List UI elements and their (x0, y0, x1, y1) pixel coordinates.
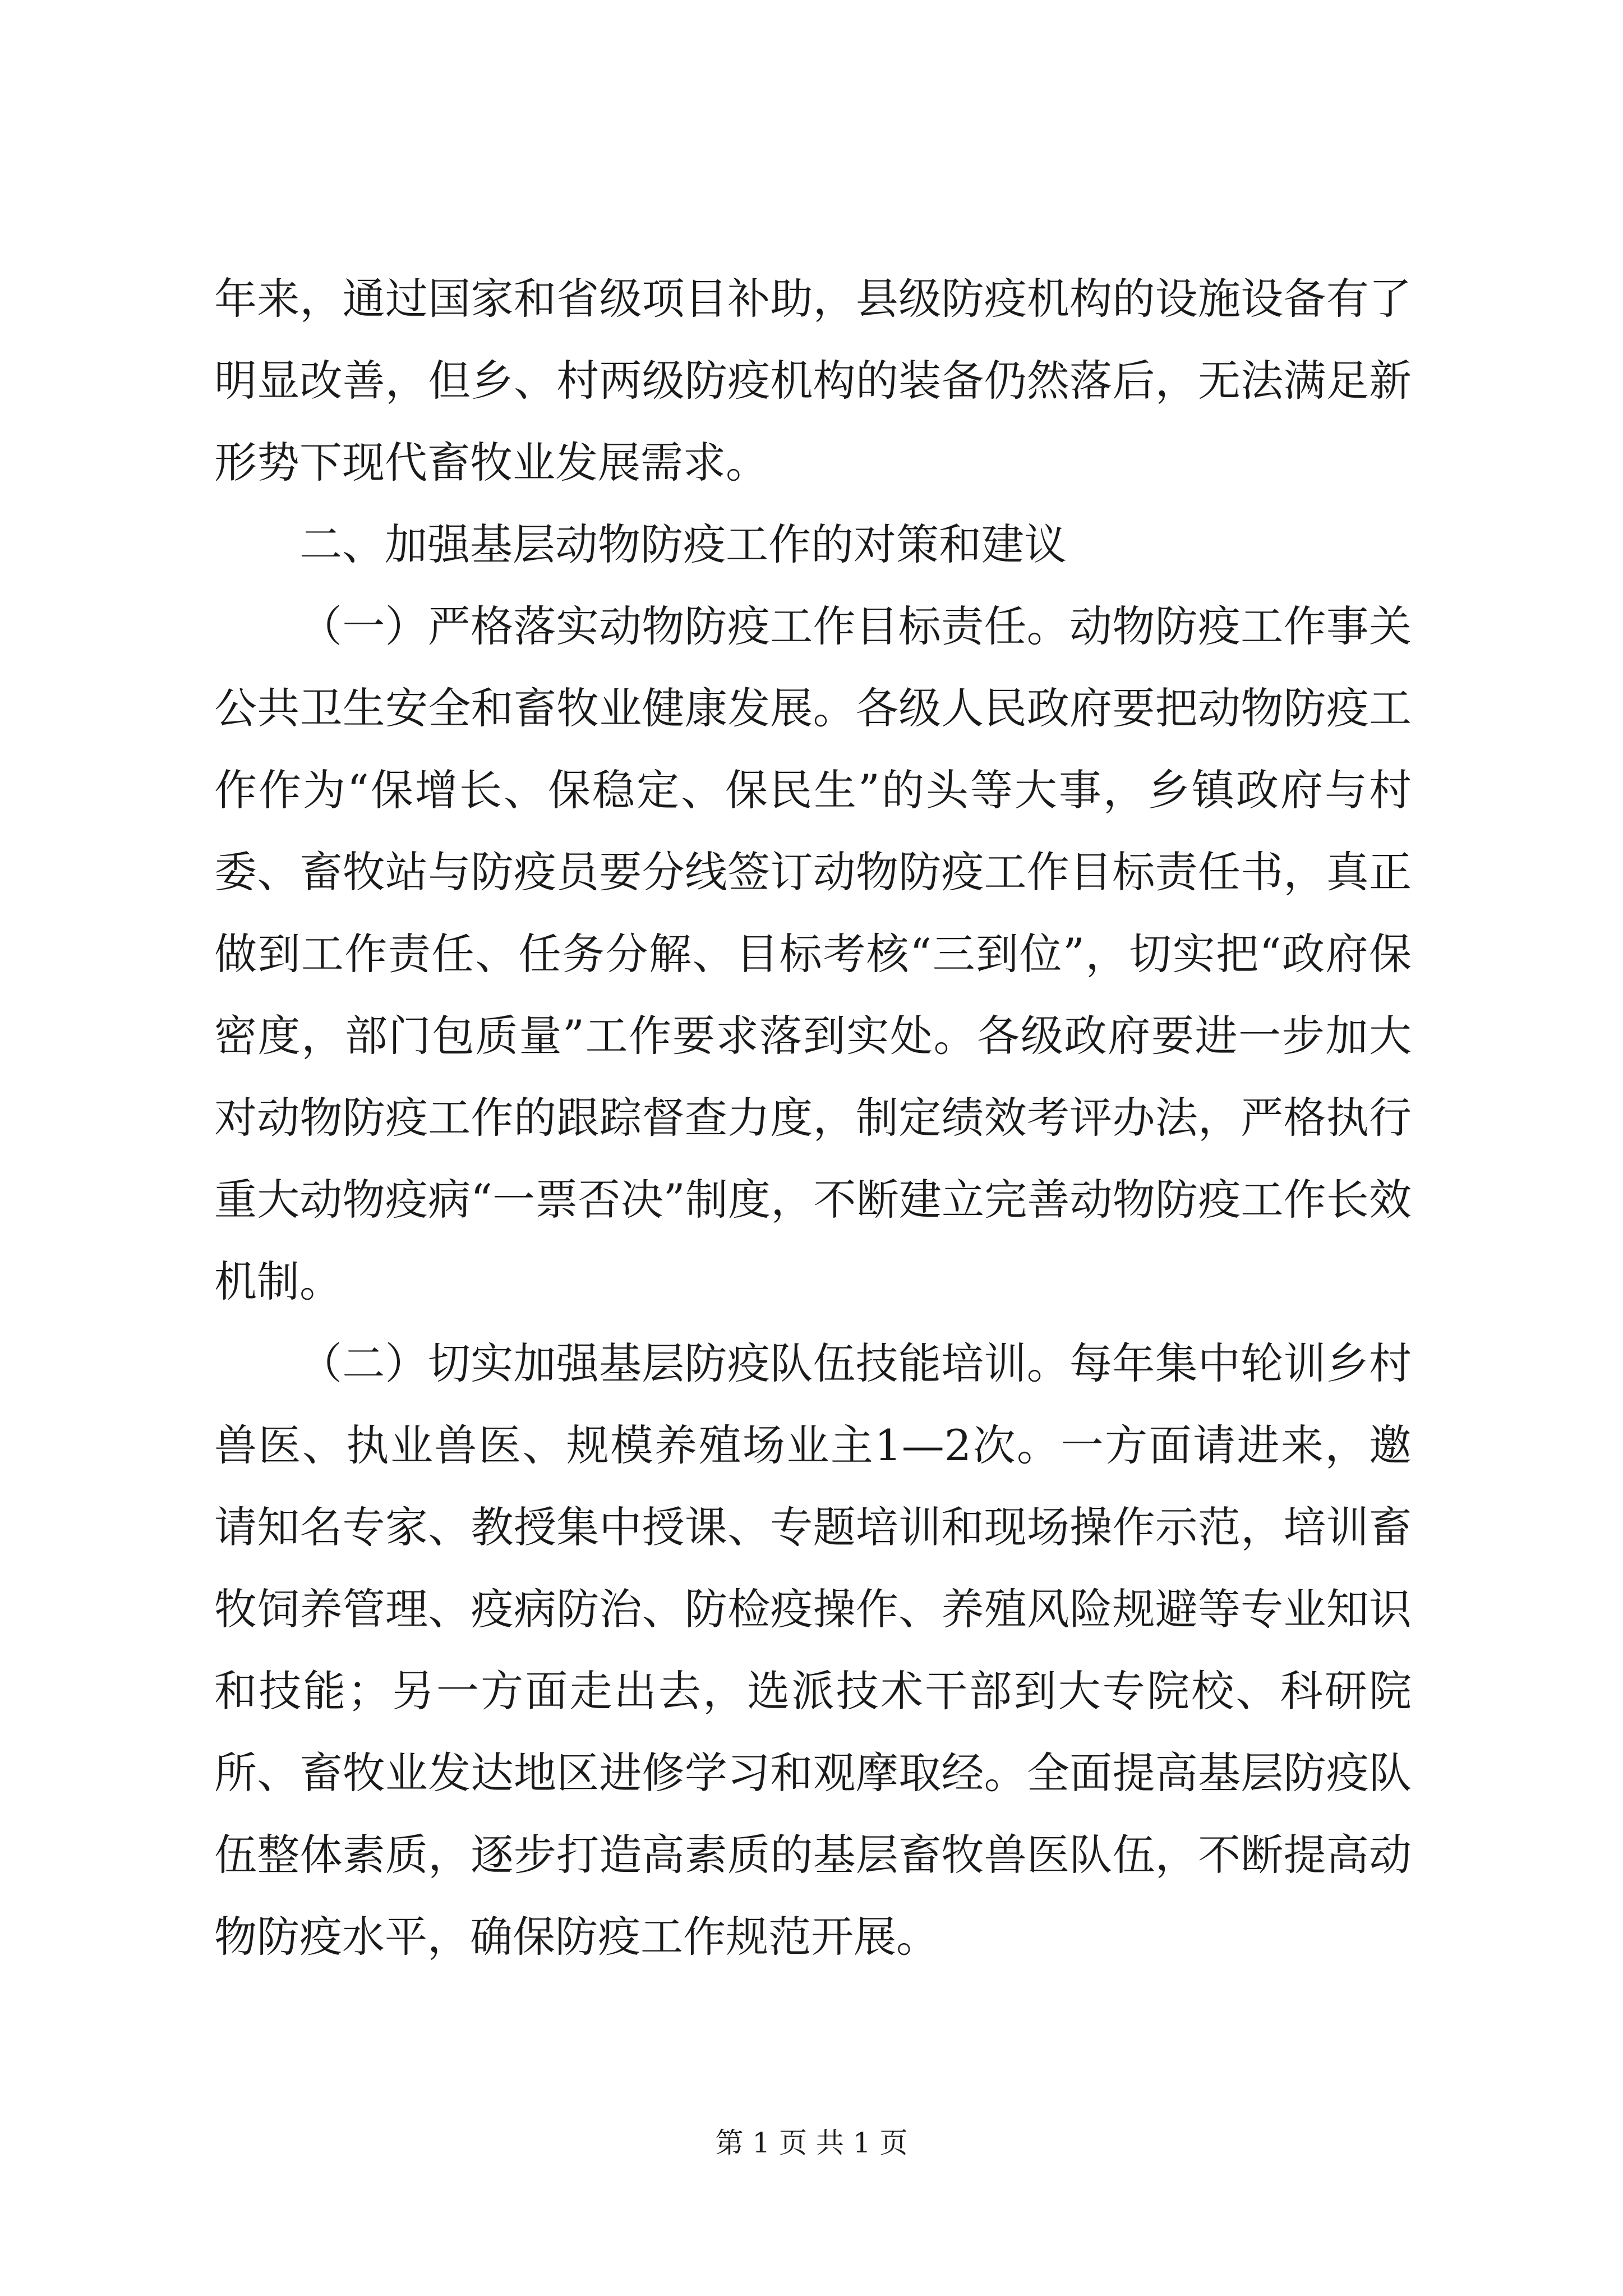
paragraph-continuation: 年来，通过国家和省级项目补助，县级防疫机构的设施设备有了明显改善，但乡、村两级防疫机构的装备仍然落后，无法满足新形势下现代畜牧业发展需求。 (214, 274, 1412, 487)
paragraph-item-1: （一）严格落实动物防疫工作目标责任。动物防疫工作事关公共卫生安全和畜牧业健康发展。各级人民政府要把动物防疫工作作为“保增长、保稳定、保民生”的头等大事，乡镇政府与村委、畜牧站与防疫员要分线签订动物防疫工作目标责任书，真正做到工作责任、任务分解、目标考核“三到位”，切实把“政府保密度，部门包质量”工作要求落到实处。各级政府要进一步加大对动物防疫工作的跟踪督查力度，制定绩效考评办法，严格执行重大动物疫病“一票否决”制度，不断建立完善动物防疫工作长效机制。 (214, 601, 1412, 1306)
page-number-footer: 第 1 页 共 1 页 (715, 2127, 908, 2159)
paragraph-item-2: （二）切实加强基层防疫队伍技能培训。每年集中轮训乡村兽医、执业兽医、规模养殖场业主1—2次。一方面请进来，邀请知名专家、教授集中授课、专题培训和现场操作示范，培训畜牧饲养管理、疫病防治、防检疫操作、养殖风险规避等专业知识和技能；另一方面走出去，选派技术干部到大专院校、科研院所、畜牧业发达地区进修学习和观摩取经。全面提高基层防疫队伍整体素质，逐步打造高素质的基层畜牧兽医队伍，不断提高动物防疫水平，确保防疫工作规范开展。 (214, 1338, 1412, 1962)
document-body (214, 258, 1412, 1978)
section-heading: 二、加强基层动物防疫工作的对策和建议 (299, 519, 1067, 569)
